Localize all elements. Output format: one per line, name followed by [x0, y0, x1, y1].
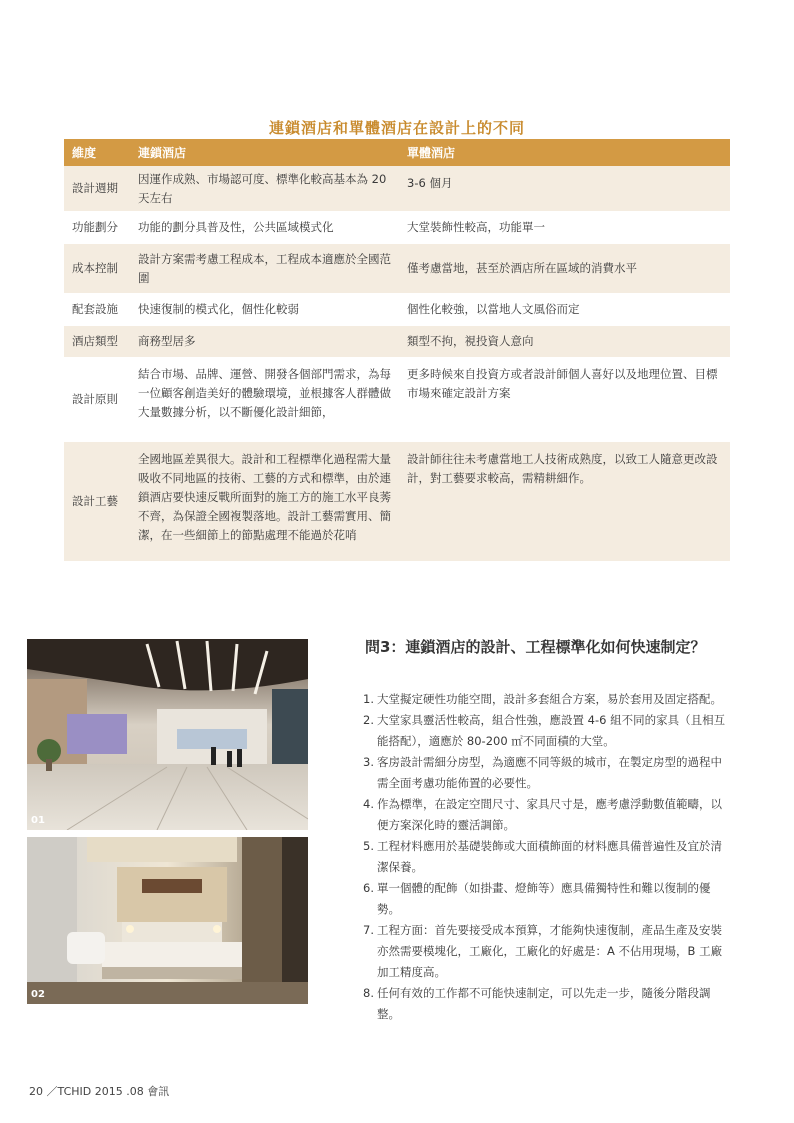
cell-single: 大堂裝飾性較高，功能單一 [399, 211, 730, 244]
cell-dimension: 酒店類型 [64, 326, 130, 357]
photo-number: 01 [31, 815, 45, 826]
table-title: 連鎖酒店和單體酒店在設計上的不同 [268, 119, 525, 137]
cell-chain: 設計方案需考慮工程成本，工程成本適應於全國范圍 [130, 244, 399, 293]
points-list [363, 689, 733, 1025]
cell-dimension: 成本控制 [64, 244, 130, 293]
table-row [64, 442, 730, 561]
list-item [363, 836, 733, 878]
table-row [64, 244, 730, 293]
list-item [363, 689, 733, 710]
cell-chain: 因運作成熟、市場認可度、標準化較高基本為 20 天左右 [130, 166, 399, 211]
table-row [64, 326, 730, 357]
photo-number: 02 [31, 989, 45, 1000]
cell-single: 個性化較強，以當地人文風俗而定 [399, 293, 730, 326]
cell-dimension: 設計工藝 [64, 442, 130, 561]
item-text: 任何有效的工作都不可能快速制定，可以先走一步，隨後分階段調整。 [377, 986, 711, 1021]
guest-room-photo [27, 837, 308, 1004]
cell-single: 設計師往往未考慮當地工人技術成熟度，以致工人隨意更改設計，對工藝要求較高，需精耕細作。 [399, 442, 730, 561]
cell-chain: 商務型居多 [130, 326, 399, 357]
lobby-photo [27, 639, 308, 830]
cell-dimension: 設計原則 [64, 357, 130, 442]
item-text: 大堂家具靈活性較高，組合性強，應設置 4-6 組不同的家具（且相互能搭配），適應於 80-200 ㎡不同面積的大堂。 [377, 713, 726, 748]
page-footer: 20 ／TCHID 2015 .08 會訊 [29, 1085, 170, 1098]
item-number: 8. [363, 986, 374, 1000]
header-dimension: 維度 [64, 139, 130, 166]
cell-dimension: 配套設施 [64, 293, 130, 326]
list-item [363, 920, 733, 983]
cell-single: 更多時候來自投資方或者設計師個人喜好以及地理位置、目標市場來確定設計方案 [399, 357, 730, 442]
table-row [64, 166, 730, 211]
item-text: 單一個體的配飾（如掛畫、燈飾等）應具備獨特性和難以復制的優勢。 [377, 881, 711, 916]
item-text: 大堂擬定硬性功能空間，設計多套組合方案，易於套用及固定搭配。 [377, 692, 722, 706]
list-item [363, 983, 733, 1025]
table-row [64, 211, 730, 244]
cell-dimension: 設計週期 [64, 166, 130, 211]
cell-chain: 全國地區差異很大。設計和工程標準化過程需大量吸收不同地區的技術、工藝的方式和標準，由於連鎖酒店要快速反戰所面對的施工方的施工水平良莠不齊，為保證全國複製落地。設計工藝需實用、簡潔，在一些細節上的節點處理不能過於花哨 [130, 442, 399, 561]
cell-dimension: 功能劃分 [64, 211, 130, 244]
cell-chain: 功能的劃分具普及性，公共區域模式化 [130, 211, 399, 244]
comparison-table [64, 139, 730, 561]
cell-chain: 快速復制的模式化，個性化較弱 [130, 293, 399, 326]
item-text: 工程方面：首先要接受成本預算，才能夠快速復制，產品生產及安裝亦然需要模塊化，工廠化，工廠化的好處是：A 不佔用現場，B 工廠加工精度高。 [377, 923, 723, 979]
item-text: 工程材料應用於基礎裝飾或大面積飾面的材料應具備普遍性及宜於清潔保養。 [377, 839, 722, 874]
item-number: 5. [363, 839, 374, 853]
item-number: 6. [363, 881, 374, 895]
item-number: 4. [363, 797, 374, 811]
header-single: 單體酒店 [399, 139, 730, 166]
item-number: 1. [363, 692, 374, 706]
list-item [363, 710, 733, 752]
list-item [363, 794, 733, 836]
item-number: 2. [363, 713, 374, 727]
question-title: 問3：連鎖酒店的設計、工程標準化如何快速制定？ [365, 638, 706, 656]
cell-single: 類型不拘，視投資人意向 [399, 326, 730, 357]
table-row [64, 293, 730, 326]
table-row [64, 357, 730, 442]
item-text: 作為標準，在設定空間尺寸、家具尺寸是，應考慮浮動數值範疇，以便方案深化時的靈活調節。 [377, 797, 722, 832]
item-number: 7. [363, 923, 374, 937]
item-number: 3. [363, 755, 374, 769]
item-text: 客房設計需細分房型，為適應不同等級的城市，在製定房型的過程中需全面考慮功能佈置的必要性。 [377, 755, 722, 790]
header-chain: 連鎖酒店 [130, 139, 399, 166]
cell-single: 3-6 個月 [399, 166, 730, 211]
list-item [363, 752, 733, 794]
cell-single: 僅考慮當地，甚至於酒店所在區域的消費水平 [399, 244, 730, 293]
table-header-row [64, 139, 730, 166]
cell-chain: 結合市場、品牌、運營、開發各個部門需求，為每一位顧客創造美好的體驗環境，並根據客人群體做大量數據分析，以不斷優化設計細節， [130, 357, 399, 442]
list-item [363, 878, 733, 920]
